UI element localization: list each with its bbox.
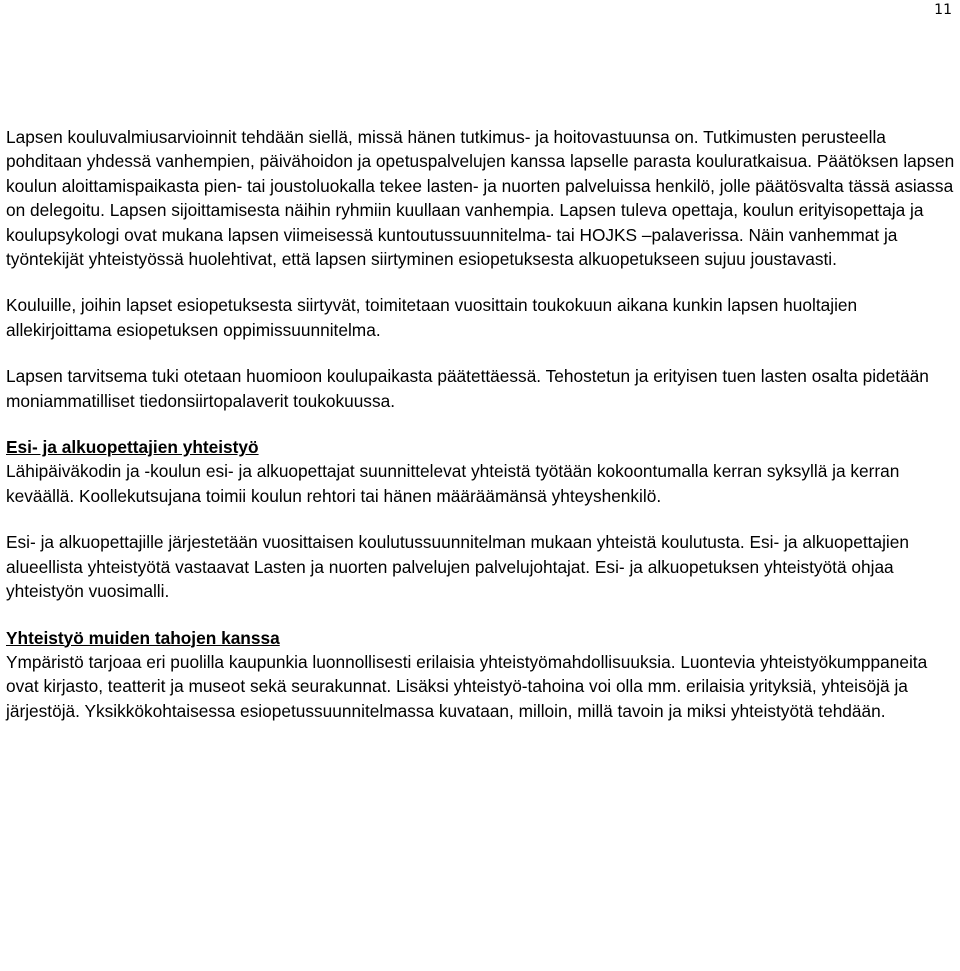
paragraph-school-readiness: Lapsen kouluvalmiusarvioinnit tehdään siellä, missä hänen tutkimus- ja hoitovastuunsa on. Tutkimusten perusteella pohditaan yhdessä vanhempien, päivähoidon ja opetuspalvelujen kanssa lapselle parasta kouluratkaisua. Päätöksen lapsen koulun aloittamispaikasta pien- tai joustoluokalla tekee lasten- ja nuorten palveluissa henkilö, jolle päätösvalta tässä asiassa on delegoitu. Lapsen sijoittamisesta näihin ryhmiin kuullaan vanhempia. Lapsen tuleva opettaja, koulun erityisopettaja ja koulupsykologi ovat mukana lapsen viimeisessä kuntoutussuunnitelma- tai HOJKS –palaverissa. Näin vanhemmat ja työntekijät yhteistyössä huolehtivat, että lapsen siirtyminen esiopetuksesta alkuopetukseen sujuu joustavasti.	[6, 127, 955, 270]
page-number: 11	[934, 2, 952, 18]
document-body	[6, 125, 956, 723]
section-heading-other-partners: Yhteistyö muiden tahojen kanssa	[6, 627, 280, 648]
paragraph-learning-plan: Kouluille, joihin lapset esiopetuksesta siirtyvät, toimitetaan vuosittain toukokuun aikana kunkin lapsen huoltajien allekirjoittama esiopetuksen oppimissuunnitelma.	[6, 295, 858, 340]
section-heading-teacher-cooperation: Esi- ja alkuopettajien yhteistyö	[6, 437, 259, 458]
paragraph-teacher-meetings: Lähipäiväkodin ja -koulun esi- ja alkuopettajat suunnittelevat yhteistä työtään kokoontumalla kerran syksyllä ja kerran keväällä. Koollekutsujana toimii koulun rehtori tai hänen määräämänsä yhteyshenkilö.	[6, 461, 900, 506]
paragraph-support: Lapsen tarvitsema tuki otetaan huomioon koulupaikasta päätettäessä. Tehostetun ja erityisen tuen lasten osalta pidetään moniammatilliset tiedonsiirtopalaverit toukokuussa.	[6, 366, 929, 411]
paragraph-teacher-training: Esi- ja alkuopettajille järjestetään vuosittaisen koulutussuunnitelman mukaan yhteistä koulutusta. Esi- ja alkuopettajien alueellista yhteistyötä vastaavat Lasten ja nuorten palvelujen palvelujohtajat. Esi- ja alkuopetuksen yhteistyötä ohjaa yhteistyön vuosimalli.	[6, 532, 909, 602]
paragraph-other-partners: Ympäristö tarjoaa eri puolilla kaupunkia luonnollisesti erilaisia yhteistyömahdollisuuksia. Luontevia yhteistyökumppaneita ovat kirjasto, teatterit ja museot sekä seurakunnat. Lisäksi yhteistyö-tahoina voi olla mm. erilaisia yrityksiä, yhteisöjä ja järjestöjä. Yksikkökohtaisessa esiopetussuunnitelmassa kuvataan, milloin, millä tavoin ja miksi yhteistyötä tehdään.	[6, 651, 928, 721]
